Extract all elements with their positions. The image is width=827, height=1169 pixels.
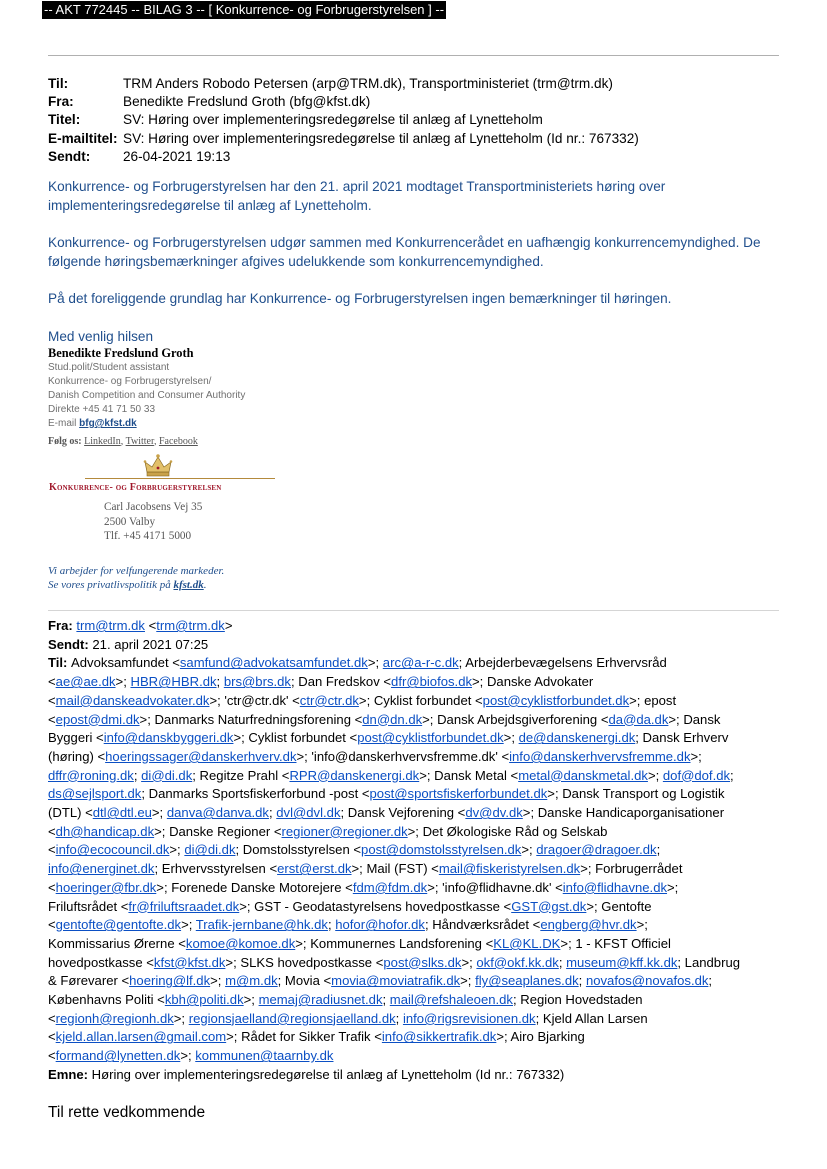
recipient-text: Advoksamfundet < <box>71 655 180 671</box>
recipient-text: >; Cyklist forbundet < <box>233 730 358 746</box>
recipient-text: ; <box>395 1010 403 1026</box>
recipient-text: >; 'info@flidhavne.dk' < <box>427 879 563 895</box>
recipient-email-link[interactable]: ae@ae.dk <box>55 674 116 690</box>
recipient-email-link[interactable]: arc@a-r-c.dk <box>382 655 459 671</box>
recipient-email-link[interactable]: epost@dmi.dk <box>55 711 140 727</box>
agency-address <box>104 500 202 544</box>
recipient-email-link[interactable]: regioner@regioner.dk <box>281 823 408 839</box>
recipient-text: (høring) < <box>48 748 106 764</box>
recipient-email-link[interactable]: metal@danskmetal.dk <box>518 767 648 783</box>
fwd-sent-row <box>48 636 788 655</box>
header-value: 26-04-2021 19:13 <box>123 148 231 164</box>
header-value: SV: Høring over implementeringsredegørelse til anlæg af Lynetteholm (Id nr.: 767332) <box>123 130 639 146</box>
recipient-email-link[interactable]: movia@moviatrafik.dk <box>331 973 461 989</box>
recipient-text: >; <box>667 879 679 895</box>
recipient-text: >; Cyklist forbundet < <box>358 692 483 708</box>
recipient-text: >; <box>461 954 477 970</box>
recipient-text: ; Dan Fredskov < <box>290 674 392 690</box>
recipient-email-link[interactable]: dffr@roning.dk <box>48 767 134 783</box>
header-value: TRM Anders Robodo Petersen (arp@TRM.dk), Transportministeriet (trm@trm.dk) <box>123 76 613 91</box>
email-header <box>48 75 639 166</box>
recipient-text: >; Gentofte <box>586 898 652 914</box>
recipient-email-link[interactable]: hoeringssager@danskerhverv.dk <box>105 748 297 764</box>
recipient-text: >; Det Økologiske Råd og Selskab <box>407 823 608 839</box>
recipient-text: < <box>48 823 56 839</box>
recipient-line <box>48 748 788 767</box>
privacy-link[interactable]: kfst.dk <box>173 579 204 591</box>
recipient-email-link[interactable]: kjeld.allan.larsen@gmail.com <box>55 1029 227 1045</box>
recipient-text: < <box>48 1048 56 1064</box>
recipient-text: >; <box>210 973 226 989</box>
recipient-email-link[interactable]: m@m.dk <box>225 973 278 989</box>
recipient-text: ; Dansk Erhverv <box>635 730 729 746</box>
recipient-text: >; 'ctr@ctr.dk' < <box>209 692 300 708</box>
fwd-from-label: Fra: <box>48 618 73 633</box>
recipient-email-link[interactable]: ctr@ctr.dk <box>299 692 359 708</box>
recipient-email-link[interactable]: kbh@politi.dk <box>164 992 244 1008</box>
header-label: Sendt: <box>48 148 91 164</box>
recipient-text: >; Dansk Arbejdsgiverforening < <box>422 711 609 727</box>
recipient-line <box>48 692 788 711</box>
crown-icon <box>142 453 174 479</box>
recipient-email-link[interactable]: info@danskerhvervsfremme.dk <box>509 748 691 764</box>
recipient-text: ; Erhvervsstyrelsen < <box>154 861 278 877</box>
recipient-text: ; Movia < <box>277 973 332 989</box>
recipient-email-link[interactable]: kommunen@taarnby.dk <box>195 1048 334 1064</box>
recipient-email-link[interactable]: dragoer@dragoer.dk <box>536 842 657 858</box>
recipient-text: ; Domstolsstyrelsen < <box>235 842 362 858</box>
recipient-text: >; Rådet for Sikker Trafik < <box>226 1029 382 1045</box>
recipient-text: >; <box>151 805 167 821</box>
recipient-email-link[interactable]: formand@lynetten.dk <box>55 1048 181 1064</box>
recipient-text: ; Håndværksrådet < <box>424 917 541 933</box>
recipient-email-link[interactable]: dfr@biofos.dk <box>391 674 473 690</box>
recipient-line <box>48 673 788 692</box>
recipient-text: >; <box>169 842 185 858</box>
address-street: Carl Jacobsens Vej 35 <box>104 501 203 513</box>
recipient-text: ; <box>327 917 336 933</box>
linkedin-link[interactable]: LinkedIn <box>84 436 121 447</box>
recipient-text: >; Mail (FST) < <box>351 861 439 877</box>
recipient-email-link[interactable]: dv@dv.dk <box>465 805 523 821</box>
recipient-text: & Førevarer < <box>48 973 130 989</box>
recipient-email-link[interactable]: info@danskbyggeri.dk <box>103 730 234 746</box>
recipient-email-link[interactable]: memaj@radiusnet.dk <box>258 992 383 1008</box>
recipient-email-link[interactable]: hofor@hofor.dk <box>335 917 425 933</box>
recipient-text: ; <box>708 973 713 989</box>
recipient-email-link[interactable]: post@cyklistforbundet.dk <box>357 730 504 746</box>
recipient-text: ; Kjeld Allan Larsen <box>535 1010 648 1026</box>
recipient-email-link[interactable]: okf@okf.kk.dk <box>476 954 559 970</box>
recipient-line <box>48 654 788 673</box>
recipient-email-link[interactable]: fly@seaplanes.dk <box>475 973 579 989</box>
header-value: SV: Høring over implementeringsredegørelse til anlæg af Lynetteholm <box>123 112 543 128</box>
recipient-line <box>48 898 788 917</box>
recipient-text: >; <box>647 767 663 783</box>
recipient-email-link[interactable]: ds@sejlsport.dk <box>48 786 142 802</box>
recipient-email-link[interactable]: post@sportsfiskerforbundet.dk <box>369 786 548 802</box>
recipient-email-link[interactable]: dh@handicap.dk <box>55 823 155 839</box>
recipient-text: >; Danmarks Naturfredningsforening < <box>139 711 363 727</box>
recipient-text: < <box>48 1029 56 1045</box>
fwd-from-row: Fra: trm@trm.dk <trm@trm.dk> <box>48 618 233 633</box>
recipient-text: >; Kommunernes Landsforening < <box>295 935 494 951</box>
recipient-text: >; Danske Handicaporganisationer <box>522 805 725 821</box>
recipient-text: hovedpostkasse < <box>48 954 154 970</box>
recipient-text: ; <box>382 992 390 1008</box>
recipient-line <box>48 767 788 786</box>
recipient-line <box>48 1047 788 1066</box>
recipient-email-link[interactable]: HBR@HBR.dk <box>130 674 217 690</box>
recipient-text: >; <box>367 655 383 671</box>
tagline-prefix: Se vores privatlivspolitik på <box>48 579 171 591</box>
recipient-email-link[interactable]: mail@danskeadvokater.dk <box>55 692 210 708</box>
fwd-to-block <box>48 654 788 1065</box>
recipient-text: >; <box>460 973 476 989</box>
recipient-text: ; <box>656 842 661 858</box>
recipient-text: >; <box>173 1010 189 1026</box>
signature-name: Benedikte Fredslund Groth <box>48 346 194 360</box>
recipient-text: >; Danske Advokater <box>472 674 594 690</box>
address-city: 2500 Valby <box>104 515 156 528</box>
recipient-text: (DTL) < <box>48 805 93 821</box>
follow-us: Følg os: LinkedIn, Twitter, Facebook <box>48 436 198 447</box>
recipient-email-link[interactable]: brs@brs.dk <box>223 674 291 690</box>
recipient-line <box>48 879 788 898</box>
signature-org-en: Danish Competition and Consumer Authority <box>48 390 246 401</box>
recipient-text: < <box>48 711 56 727</box>
header-label: Til: <box>48 76 69 91</box>
recipient-text: Friluftsrådet < <box>48 898 129 914</box>
recipient-text: >; Dansk <box>668 711 721 727</box>
recipient-email-link[interactable]: RPR@danskenergi.dk <box>289 767 420 783</box>
recipient-email-link[interactable]: gentofte@gentofte.dk <box>55 917 182 933</box>
signature-title: Stud.polit/Student assistant <box>48 362 170 373</box>
recipient-text: >; <box>243 992 259 1008</box>
recipient-email-link[interactable]: fr@friluftsraadet.dk <box>128 898 240 914</box>
recipient-line <box>48 823 788 842</box>
recipient-email-link[interactable]: erst@erst.dk <box>277 861 352 877</box>
recipient-email-link[interactable]: fdm@fdm.dk <box>352 879 428 895</box>
recipient-email-link[interactable]: kfst@kfst.dk <box>153 954 226 970</box>
header-row-email-title <box>48 130 639 148</box>
recipient-email-link[interactable]: di@di.dk <box>184 842 236 858</box>
recipient-email-link[interactable]: dof@dof.dk <box>662 767 731 783</box>
recipient-text: >; <box>636 917 648 933</box>
header-row-to <box>48 75 639 93</box>
recipient-text: Kommissarius Ørerne < <box>48 935 186 951</box>
recipient-text: < <box>48 674 56 690</box>
body-paragraph-3: På det foreliggende grundlag har Konkurrence- og Forbrugerstyrelsen ingen bemærkninger til høringen. <box>48 291 672 306</box>
recipient-line <box>48 916 788 935</box>
recipient-email-link[interactable]: Trafik-jernbane@hk.dk <box>195 917 328 933</box>
recipient-line <box>48 841 788 860</box>
facebook-link[interactable]: Facebook <box>158 436 198 447</box>
recipient-text: < <box>48 842 56 858</box>
recipient-text: >; Dansk Transport og Logistik <box>547 786 725 802</box>
recipient-email-link[interactable]: post@cyklistforbundet.dk <box>482 692 630 708</box>
fwd-sent-value: 21. april 2021 07:25 <box>92 636 209 652</box>
fwd-subject-label: Emne: <box>48 1066 89 1082</box>
tagline <box>48 564 224 592</box>
fwd-subject-row <box>48 1066 788 1085</box>
recipient-email-link[interactable]: dvl@dvl.dk <box>276 805 341 821</box>
recipient-email-link[interactable]: museum@kff.kk.dk <box>566 954 678 970</box>
tagline-2 <box>48 578 224 592</box>
body-paragraph-2: Konkurrence- og Forbrugerstyrelsen udgør sammen med Konkurrencerådet en uafhængig konkurrencemyndighed. De følgende høringsbemærkninger afgives udelukkende som konkurrencemyndighed. <box>48 235 761 269</box>
header-label: E-mailtitel: <box>48 130 118 146</box>
recipient-text: >; <box>690 748 702 764</box>
tagline-suffix: . <box>203 579 207 591</box>
recipient-email-link[interactable]: info@ecocouncil.dk <box>55 842 170 858</box>
recipient-text: ; Danmarks Sportsfiskerforbund -post < <box>141 786 370 802</box>
recipient-text: ; Arbejderbevægelsens Erhvervsråd <box>458 655 667 671</box>
recipient-text: Københavns Politi < <box>48 992 165 1008</box>
recipient-email-link[interactable]: regionh@regionh.dk <box>55 1010 174 1026</box>
recipient-text: >; SLKS hovedpostkasse < <box>225 954 384 970</box>
recipient-line <box>48 991 788 1010</box>
recipient-email-link[interactable]: da@da.dk <box>608 711 669 727</box>
recipient-text: >; epost <box>629 692 677 708</box>
recipient-text: >; Forenede Danske Motorejere < <box>156 879 353 895</box>
tagline-1: Vi arbejder for velfungerende markeder. <box>48 565 225 577</box>
header-row-title <box>48 111 639 129</box>
recipient-email-link[interactable]: info@rigsrevisionen.dk <box>402 1010 536 1026</box>
fwd-from-link-2[interactable]: trm@trm.dk <box>156 618 225 633</box>
follow-label: Følg os: <box>48 436 82 447</box>
recipient-text: >; <box>181 917 196 933</box>
fwd-subject-value: Høring over implementeringsredegørelse til anlæg af Lynetteholm (Id nr.: 767332) <box>91 1066 565 1082</box>
recipient-text: ; <box>268 805 277 821</box>
email-label: E-mail <box>48 418 77 429</box>
recipient-email-link[interactable]: post@slks.dk <box>383 954 462 970</box>
recipient-email-link[interactable]: mail@refshaleoen.dk <box>389 992 513 1008</box>
header-value: Benedikte Fredslund Groth (bfg@kfst.dk) <box>123 94 371 110</box>
recipient-text: >; <box>521 842 537 858</box>
recipient-text: ; Dansk Vejforening < <box>340 805 466 821</box>
agency-logo-text: Konkurrence- og Forbrugerstyrelsen <box>49 482 222 493</box>
recipient-line <box>48 1028 788 1047</box>
recipient-line <box>48 954 788 973</box>
signature-block <box>48 328 448 447</box>
recipient-text: >; <box>115 674 131 690</box>
header-divider <box>48 55 779 56</box>
recipient-text: >; Dansk Metal < <box>419 767 519 783</box>
header-label: Fra: <box>48 94 74 110</box>
closing-line: Til rette vedkommende <box>48 1104 206 1121</box>
recipient-line <box>48 711 788 730</box>
recipient-text: ; Region Hovedstaden <box>512 992 643 1008</box>
header-row-from <box>48 93 639 111</box>
recipient-text: Byggeri < <box>48 730 104 746</box>
recipient-email-link[interactable]: KL@KL.DK <box>493 935 561 951</box>
document-banner: -- AKT 772445 -- BILAG 3 -- [ Konkurrence- og Forbrugerstyrelsen ] -- <box>44 2 445 17</box>
twitter-link[interactable]: Twitter <box>125 436 154 447</box>
recipient-email-link[interactable]: de@danskenergi.dk <box>518 730 636 746</box>
body-paragraph-1: Konkurrence- og Forbrugerstyrelsen har den 21. april 2021 modtaget Transportministeriets høring over implementeringsredegørelse til anlæg af Lynetteholm. <box>48 179 666 213</box>
header-label: Titel: <box>48 112 81 128</box>
recipient-text: < <box>48 917 56 933</box>
signature-email-link[interactable]: bfg@kfst.dk <box>79 418 137 429</box>
recipient-text: < <box>48 879 56 895</box>
recipient-text: ; <box>133 767 142 783</box>
recipient-line <box>48 972 788 991</box>
recipient-email-link[interactable]: GST@gst.dk <box>511 898 587 914</box>
recipient-email-link[interactable]: komoe@komoe.dk <box>185 935 296 951</box>
recipient-text: >; Danske Regioner < <box>154 823 282 839</box>
recipient-line <box>48 729 788 748</box>
recipient-email-link[interactable]: hoeringer@fbr.dk <box>55 879 157 895</box>
recipient-text: ; <box>578 973 586 989</box>
fwd-to-label: Til: <box>48 655 72 671</box>
recipient-email-link[interactable]: dtl@dtl.eu <box>92 805 152 821</box>
recipient-email-link[interactable]: danva@danva.dk <box>166 805 269 821</box>
recipient-email-link[interactable]: novafos@novafos.dk <box>585 973 709 989</box>
logo-rule <box>85 478 275 479</box>
recipient-text: ; <box>558 954 567 970</box>
recipient-text: < <box>48 692 56 708</box>
recipient-email-link[interactable]: mail@fiskeristyrelsen.dk <box>438 861 581 877</box>
recipient-email-link[interactable]: engberg@hvr.dk <box>540 917 637 933</box>
recipient-text: >; Forbrugerrådet <box>580 861 683 877</box>
recipient-line <box>48 935 788 954</box>
recipient-email-link[interactable]: post@domstolsstyrelsen.dk <box>361 842 522 858</box>
recipient-text: >; 'info@danskerhvervsfremme.dk' < <box>296 748 510 764</box>
greeting: Med venlig hilsen <box>48 329 154 344</box>
fwd-from-link[interactable]: trm@trm.dk <box>76 618 145 633</box>
recipient-email-link[interactable]: di@di.dk <box>141 767 193 783</box>
signature-phone: Direkte +45 41 71 50 33 <box>48 404 156 415</box>
recipient-text: ; <box>216 674 224 690</box>
fwd-sent-label: Sendt: <box>48 636 89 652</box>
recipient-email-link[interactable]: info@energinet.dk <box>48 861 155 877</box>
recipient-line <box>48 1010 788 1029</box>
recipient-email-link[interactable]: samfund@advokatsamfundet.dk <box>179 655 368 671</box>
recipient-text: >; Airo Bjarking <box>496 1029 585 1045</box>
recipient-text: >; <box>180 1048 196 1064</box>
recipient-text: ; <box>730 767 734 783</box>
recipient-text: ; Regitze Prahl < <box>192 767 290 783</box>
recipient-email-link[interactable]: info@sikkertrafik.dk <box>381 1029 497 1045</box>
recipient-text: >; 1 - KFST Officiel <box>560 935 671 951</box>
recipient-email-link[interactable]: info@flidhavne.dk <box>562 879 668 895</box>
recipient-email-link[interactable]: hoering@lf.dk <box>129 973 211 989</box>
recipient-line <box>48 860 788 879</box>
header-row-sent <box>48 148 639 166</box>
signature-email-row <box>48 417 448 431</box>
recipient-email-link[interactable]: dn@dn.dk <box>362 711 423 727</box>
forward-divider <box>48 610 779 611</box>
signature-org: Konkurrence- og Forbrugerstyrelsen/ <box>48 376 212 387</box>
recipient-text: >; <box>503 730 519 746</box>
recipient-text: < <box>48 1010 56 1026</box>
recipient-text: ; Landbrug <box>677 954 741 970</box>
recipient-email-link[interactable]: regionsjaelland@regionsjaelland.dk <box>188 1010 396 1026</box>
address-phone: Tlf. +45 4171 5000 <box>104 530 192 542</box>
recipient-line <box>48 785 788 804</box>
recipient-line <box>48 804 788 823</box>
recipient-text: >; GST - Geodatastyrelsens hovedpostkasse < <box>239 898 512 914</box>
forwarded-message <box>48 617 788 1085</box>
